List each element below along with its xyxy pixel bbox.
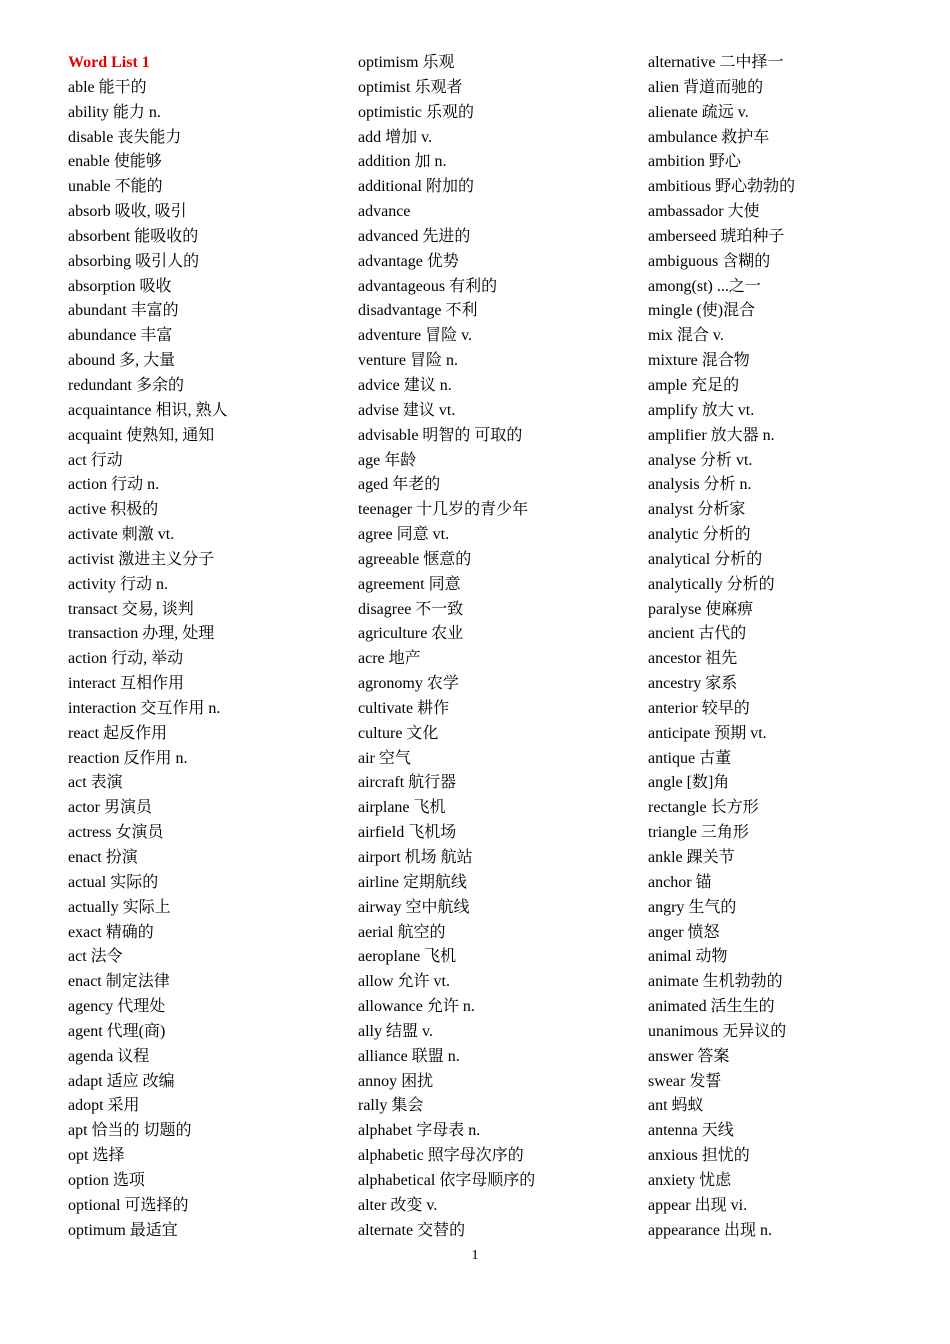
- word-entry: absorption 吸收: [68, 277, 172, 295]
- word-entry: enact 扮演: [68, 849, 138, 866]
- word-entry: activate 刺激 vt.: [68, 526, 175, 544]
- word-entry: optimist 乐观者: [358, 78, 463, 96]
- word-entry: activist 激进主义分子: [68, 550, 215, 568]
- word-entry: activity 行动 n.: [68, 575, 168, 593]
- word-entry: absorbent 能吸收的: [68, 227, 199, 245]
- word-entry: opt 选择: [68, 1147, 125, 1165]
- word-entry: analysis 分析 n.: [648, 476, 752, 494]
- word-entry: action 行动, 举动: [68, 650, 184, 668]
- word-entry: answer 答案: [648, 1047, 730, 1065]
- word-entry: paralyse 使麻痹: [648, 600, 754, 618]
- word-entry: enable 使能够: [68, 153, 162, 171]
- word-entry: advisable 明智的 可取的: [358, 426, 523, 444]
- word-entry: analytical 分析的: [648, 550, 763, 568]
- word-entry: redundant 多余的: [68, 376, 184, 394]
- word-entry: advice 建议 n.: [358, 376, 452, 394]
- word-list-title: Word List 1: [68, 54, 150, 71]
- word-entry: disadvantage 不利: [358, 302, 478, 320]
- word-entry: airway 空中航线: [358, 898, 470, 916]
- word-entry: ambassador 大使: [648, 203, 760, 221]
- word-entry: anger 愤怒: [648, 923, 720, 941]
- word-entry: appear 出现 vi.: [648, 1196, 748, 1214]
- word-entry: advanced 先进的: [358, 227, 471, 245]
- word-entry: anticipate 预期 vt.: [648, 724, 767, 742]
- word-entry: abundant 丰富的: [68, 302, 179, 320]
- word-entry: anxious 担忧的: [648, 1147, 750, 1165]
- word-entry: animal 动物: [648, 948, 728, 966]
- word-entry: anchor 锚: [648, 873, 712, 891]
- word-entry: agriculture 农业: [358, 625, 464, 643]
- word-entry: age 年龄: [358, 451, 417, 469]
- word-entry: animated 活生生的: [648, 998, 775, 1016]
- word-entry: airplane 飞机: [358, 799, 446, 817]
- word-entry: angry 生气的: [648, 898, 737, 916]
- word-entry: aged 年老的: [358, 476, 441, 494]
- word-entry: advance: [358, 203, 411, 221]
- word-entry: act 法令: [68, 948, 123, 966]
- word-entry: agreement 同意: [358, 575, 461, 593]
- word-entry: allow 允许 vt.: [358, 973, 450, 991]
- word-entry: analyse 分析 vt.: [648, 451, 753, 469]
- word-entry: exact 精确的: [68, 923, 154, 941]
- word-entry: cultivate 耕作: [358, 699, 450, 717]
- word-entry: optimistic 乐观的: [358, 103, 475, 121]
- word-entry: abundance 丰富: [68, 327, 173, 345]
- word-entry: act 表演: [68, 774, 123, 792]
- word-entry: alphabet 字母表 n.: [358, 1122, 481, 1140]
- word-entry: transaction 办理, 处理: [68, 625, 215, 643]
- word-entry: absorbing 吸引人的: [68, 252, 200, 270]
- word-entry: adopt 采用: [68, 1097, 140, 1115]
- word-entry: ambitious 野心勃勃的: [648, 178, 796, 196]
- word-entry: action 行动 n.: [68, 476, 160, 494]
- page-number: 1: [471, 1248, 479, 1263]
- word-entry: agent 代理(商): [68, 1022, 166, 1040]
- word-entry: advantage 优势: [358, 252, 459, 270]
- word-column-1: [68, 51, 348, 1244]
- word-entry: venture 冒险 n.: [358, 352, 458, 370]
- word-entry: airport 机场 航站: [358, 849, 473, 866]
- word-entry: react 起反作用: [68, 724, 168, 742]
- word-entry: advantageous 有利的: [358, 277, 498, 295]
- word-entry: disable 丧失能力: [68, 128, 182, 146]
- word-entry: actress 女演员: [68, 824, 164, 842]
- word-entry: alphabetic 照字母次序的: [358, 1147, 524, 1165]
- word-entry: actually 实际上: [68, 898, 171, 916]
- word-entry: swear 发誓: [648, 1072, 722, 1090]
- word-entry: aeroplane 飞机: [358, 948, 457, 966]
- word-entry: airfield 飞机场: [358, 824, 457, 842]
- word-entry: alliance 联盟 n.: [358, 1047, 460, 1065]
- word-entry: unanimous 无异议的: [648, 1022, 787, 1040]
- word-entry: amplifier 放大器 n.: [648, 426, 775, 444]
- word-entry: acquaint 使熟知, 通知: [68, 426, 215, 444]
- word-entry: analytically 分析的: [648, 575, 775, 593]
- word-entry: alphabetical 依字母顺序的: [358, 1171, 536, 1189]
- word-entry: actor 男演员: [68, 799, 152, 817]
- word-entry: able 能干的: [68, 78, 147, 96]
- word-entry: appearance 出现 n.: [648, 1221, 772, 1239]
- word-entry: ability 能力 n.: [68, 103, 161, 121]
- word-entry: ambiguous 含糊的: [648, 252, 771, 270]
- word-entry: additional 附加的: [358, 178, 474, 196]
- word-entry: culture 文化: [358, 724, 439, 742]
- word-entry: ambulance 救护车: [648, 128, 770, 146]
- word-entry: disagree 不一致: [358, 600, 464, 618]
- word-entry: agronomy 农学: [358, 675, 459, 693]
- word-entry: ant 蚂蚁: [648, 1097, 704, 1115]
- word-entry: ample 充足的: [648, 376, 740, 394]
- word-entry: triangle 三角形: [648, 824, 749, 842]
- word-entry: apt 恰当的 切题的: [68, 1122, 192, 1140]
- word-entry: option 选项: [68, 1171, 145, 1189]
- word-entry: angle [数]角: [648, 774, 730, 792]
- word-entry: add 增加 v.: [358, 128, 433, 146]
- word-entry: ancestor 祖先: [648, 650, 738, 668]
- word-entry: interaction 交互作用 n.: [68, 699, 221, 717]
- word-entry: optimism 乐观: [358, 54, 455, 71]
- word-entry: alienate 疏远 v.: [648, 103, 749, 121]
- word-entry: alternate 交替的: [358, 1221, 466, 1239]
- word-entry: interact 互相作用: [68, 675, 184, 693]
- word-entry: abound 多, 大量: [68, 352, 176, 370]
- word-entry: analytic 分析的: [648, 526, 751, 544]
- word-entry: anterior 较早的: [648, 699, 750, 717]
- word-entry: mingle (使)混合: [648, 302, 756, 320]
- word-entry: advise 建议 vt.: [358, 401, 456, 419]
- word-entry: agreeable 惬意的: [358, 550, 472, 568]
- word-entry: ankle 踝关节: [648, 849, 735, 866]
- word-entry: acre 地产: [358, 650, 421, 668]
- word-entry: enact 制定法律: [68, 973, 170, 991]
- word-entry: mix 混合 v.: [648, 327, 724, 345]
- word-entry: act 行动: [68, 451, 123, 469]
- word-entry: rectangle 长方形: [648, 799, 759, 817]
- word-entry: rally 集会: [358, 1097, 424, 1115]
- word-entry: agree 同意 vt.: [358, 526, 450, 544]
- word-entry: ambition 野心: [648, 153, 741, 171]
- word-entry: analyst 分析家: [648, 501, 746, 519]
- word-entry: allowance 允许 n.: [358, 998, 475, 1016]
- word-entry: ancient 古代的: [648, 625, 747, 643]
- word-entry: reaction 反作用 n.: [68, 749, 188, 767]
- word-entry: absorb 吸收, 吸引: [68, 203, 187, 221]
- word-entry: airline 定期航线: [358, 873, 467, 891]
- word-entry: mixture 混合物: [648, 352, 750, 370]
- word-entry: amberseed 琥珀种子: [648, 227, 785, 245]
- word-entry: amplify 放大 vt.: [648, 401, 755, 419]
- word-entry: aerial 航空的: [358, 923, 446, 941]
- word-entry: addition 加 n.: [358, 153, 447, 171]
- word-entry: ancestry 家系: [648, 675, 738, 693]
- word-entry: adapt 适应 改编: [68, 1072, 175, 1090]
- word-entry: agency 代理处: [68, 998, 166, 1016]
- word-entry: transact 交易, 谈判: [68, 600, 194, 618]
- word-entry: alien 背道而驰的: [648, 78, 764, 96]
- word-entry: animate 生机勃勃的: [648, 973, 783, 991]
- word-entry: ally 结盟 v.: [358, 1022, 433, 1040]
- word-entry: actual 实际的: [68, 873, 159, 891]
- word-entry: agenda 议程: [68, 1047, 150, 1065]
- word-entry: adventure 冒险 v.: [358, 327, 473, 345]
- word-entry: annoy 困扰: [358, 1072, 434, 1090]
- word-entry: anxiety 忧虑: [648, 1171, 732, 1189]
- word-entry: active 积极的: [68, 501, 159, 519]
- word-entry: aircraft 航行器: [358, 774, 457, 792]
- word-column-3: [648, 51, 928, 1244]
- word-entry: optimum 最适宜: [68, 1221, 178, 1239]
- word-entry: antique 古董: [648, 749, 732, 767]
- word-entry: antenna 天线: [648, 1122, 734, 1140]
- word-entry: alternative 二中择一: [648, 54, 784, 71]
- word-entry: alter 改变 v.: [358, 1196, 438, 1214]
- word-entry: teenager 十几岁的青少年: [358, 501, 529, 519]
- word-entry: among(st) ...之一: [648, 277, 761, 295]
- word-entry: unable 不能的: [68, 178, 163, 196]
- word-column-2: [358, 51, 638, 1244]
- word-entry: acquaintance 相识, 熟人: [68, 401, 228, 419]
- word-entry: optional 可选择的: [68, 1196, 189, 1214]
- word-entry: air 空气: [358, 749, 411, 767]
